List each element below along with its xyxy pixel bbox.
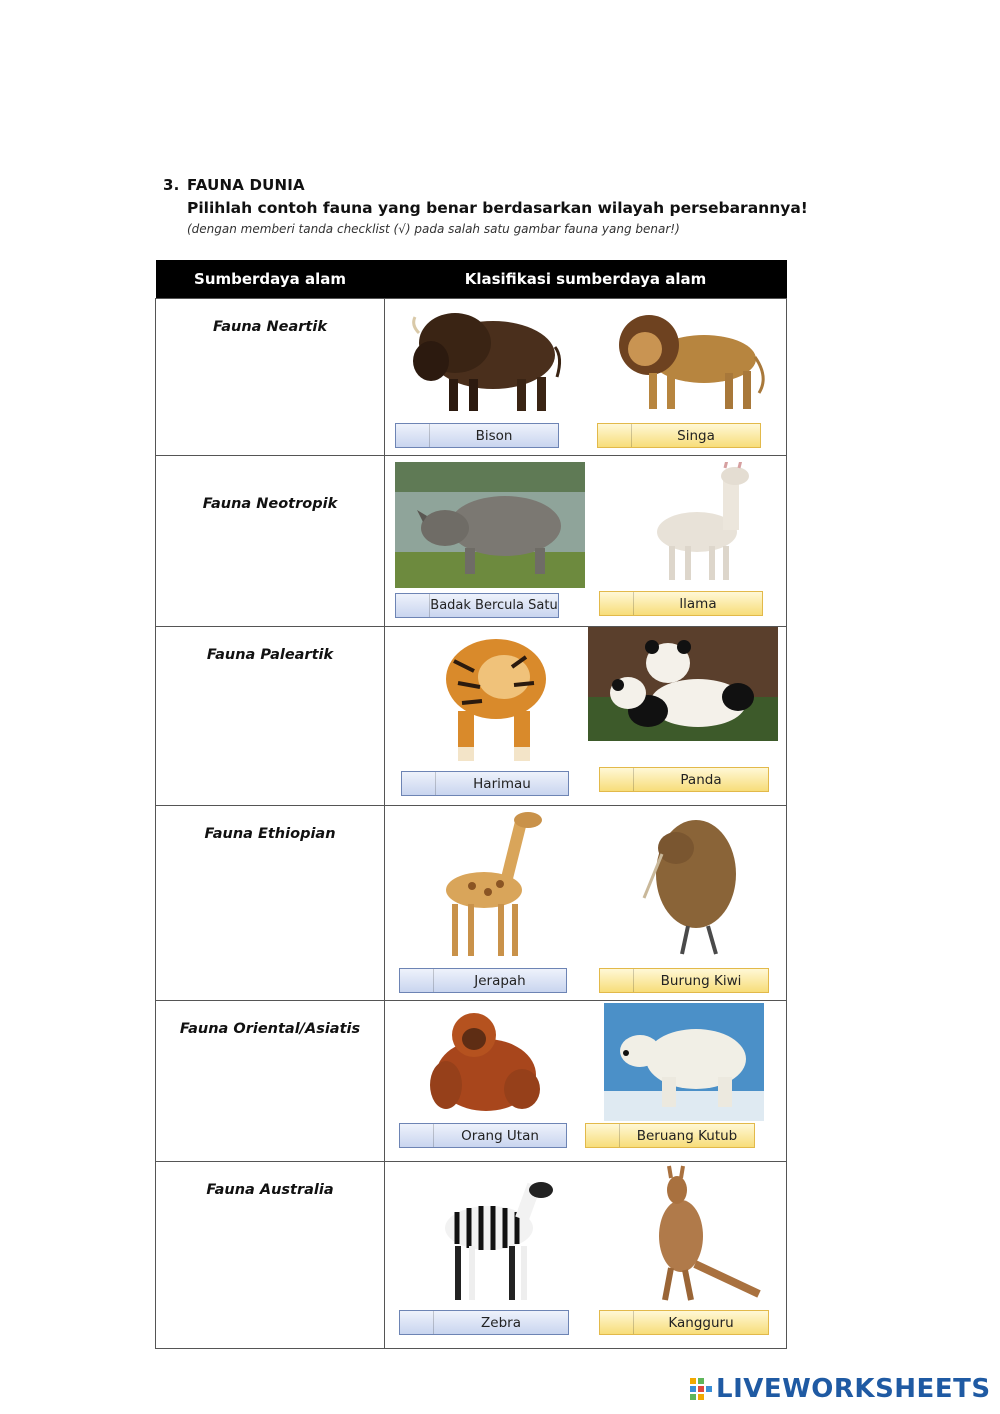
section-title	[163, 176, 305, 194]
checkbox-slot[interactable]	[400, 969, 434, 992]
table-row	[156, 806, 787, 1001]
region-cell	[156, 1001, 385, 1162]
checkbox-slot[interactable]	[400, 1124, 434, 1147]
region-cell	[156, 299, 385, 456]
bison-image	[405, 303, 565, 415]
options-cell	[385, 1001, 787, 1162]
option-label: Jerapah	[474, 972, 526, 989]
option-badak[interactable]	[395, 462, 585, 613]
answer-box[interactable]	[399, 1123, 567, 1148]
answer-box[interactable]	[599, 1310, 769, 1335]
section-heading	[163, 176, 305, 194]
answer-box[interactable]	[399, 1310, 569, 1335]
answer-box[interactable]	[395, 423, 559, 448]
option-jerapah[interactable]	[399, 810, 579, 989]
option-llama[interactable]	[597, 462, 785, 612]
answer-box[interactable]	[599, 767, 769, 792]
checkbox-slot[interactable]	[600, 1311, 634, 1334]
option-label: Burung Kiwi	[660, 972, 742, 989]
header-resource: Sumberdaya alam	[156, 260, 385, 299]
region-label: Fauna Ethiopian	[204, 826, 336, 842]
checkbox-slot[interactable]	[586, 1124, 620, 1147]
region-cell	[156, 456, 385, 627]
option-panda[interactable]	[587, 627, 779, 788]
option-label: Panda	[680, 771, 722, 788]
table-row	[156, 1162, 787, 1349]
table-row	[156, 299, 787, 456]
giraffe-image	[424, 810, 554, 958]
answer-box[interactable]	[585, 1123, 755, 1148]
option-label: Bison	[475, 427, 513, 444]
region-label: Fauna Neartik	[213, 319, 327, 335]
section-title-text: FAUNA DUNIA	[187, 176, 305, 194]
answer-box[interactable]	[401, 771, 569, 796]
checkbox-slot[interactable]	[402, 772, 436, 795]
option-kangguru[interactable]	[601, 1164, 789, 1331]
options-cell	[385, 1162, 787, 1349]
answer-box[interactable]	[597, 423, 761, 448]
checkbox-slot[interactable]	[396, 594, 430, 617]
option-burung-kiwi[interactable]	[597, 810, 785, 989]
answer-box[interactable]	[599, 591, 763, 616]
option-label: llama	[679, 595, 717, 612]
region-label: Fauna Neotropik	[202, 496, 338, 512]
header-classification: Klasifikasi sumberdaya alam	[385, 260, 787, 299]
option-label: Kangguru	[668, 1314, 734, 1331]
option-beruang-kutub[interactable]	[599, 1003, 769, 1144]
answer-box[interactable]	[399, 968, 567, 993]
checkbox-slot[interactable]	[600, 969, 634, 992]
option-label: Zebra	[481, 1314, 521, 1331]
liveworksheets-logo	[690, 1374, 991, 1404]
instruction-note: (dengan memberi tanda checklist (√) pada salah satu gambar fauna yang benar!)	[187, 222, 680, 236]
tiger-image	[418, 631, 568, 765]
option-label: Singa	[677, 427, 715, 444]
region-label: Fauna Oriental/Asiatis	[179, 1021, 361, 1037]
option-bison[interactable]	[391, 303, 579, 444]
option-label: Beruang Kutub	[636, 1127, 738, 1144]
option-label: Orang Utan	[461, 1127, 539, 1144]
table-row	[156, 627, 787, 806]
table-row	[156, 456, 787, 627]
brand-text: LIVEWORKSHEETS	[716, 1374, 991, 1404]
options-cell	[385, 806, 787, 1001]
options-cell	[385, 627, 787, 806]
kiwi-bird-image	[626, 810, 756, 958]
checkbox-slot[interactable]	[600, 768, 634, 791]
answer-box[interactable]	[599, 968, 769, 993]
region-label: Fauna Paleartik	[206, 647, 334, 663]
liveworksheets-grid-icon	[690, 1378, 712, 1400]
instruction-text: Pilihlah contoh fauna yang benar berdasarkan wilayah persebarannya!	[187, 199, 808, 217]
region-cell	[156, 627, 385, 806]
zebra-image	[417, 1170, 557, 1304]
region-label: Fauna Australia	[206, 1182, 334, 1198]
panda-image	[588, 627, 778, 741]
options-cell	[385, 299, 787, 456]
option-label: Badak Bercula Satu	[430, 598, 558, 613]
option-singa[interactable]	[595, 303, 783, 444]
answer-box[interactable]	[395, 593, 559, 618]
fauna-table	[155, 260, 787, 1349]
region-cell	[156, 1162, 385, 1349]
kangaroo-image	[625, 1164, 765, 1304]
checkbox-slot[interactable]	[598, 424, 632, 447]
polar-bear-image	[604, 1003, 764, 1121]
section-number: 3.	[163, 176, 180, 194]
option-zebra[interactable]	[397, 1170, 577, 1331]
rhino-image	[395, 462, 585, 588]
checkbox-slot[interactable]	[400, 1311, 434, 1334]
lion-image	[609, 303, 769, 415]
option-orang-utan[interactable]	[395, 1005, 579, 1144]
option-label: Harimau	[473, 775, 531, 792]
option-harimau[interactable]	[403, 631, 583, 792]
table-header-row	[156, 260, 787, 299]
orangutan-image	[422, 1005, 552, 1117]
llama-image	[611, 462, 771, 584]
table-row	[156, 1001, 787, 1162]
region-cell	[156, 806, 385, 1001]
options-cell	[385, 456, 787, 627]
checkbox-slot[interactable]	[600, 592, 634, 615]
checkbox-slot[interactable]	[396, 424, 430, 447]
